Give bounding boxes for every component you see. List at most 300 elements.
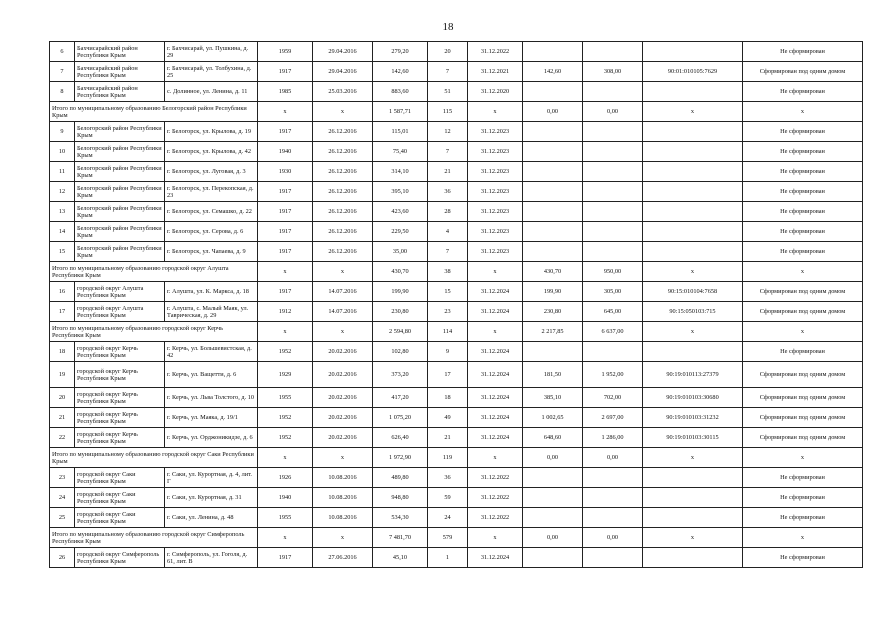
value1-cell: 0,00 [523,448,583,468]
value2-cell [583,142,643,162]
status-cell: Не сформирован [743,222,863,242]
cadastral-cell: х [643,528,743,548]
status-cell: Сформирован под одним домом [743,428,863,448]
value1-cell: 648,60 [523,428,583,448]
district-cell: Бахчисарайский район Республики Крым [75,42,165,62]
date-cell: х [313,262,373,282]
area-cell: 199,90 [373,282,428,302]
status-cell: Сформирован под одним домом [743,302,863,322]
value1-cell [523,82,583,102]
address-cell: г. Керчь, ул. Орджоникидзе, д. 6 [165,428,258,448]
cadastral-cell [643,548,743,568]
year-cell: 1955 [258,508,313,528]
subtotal-row [50,322,863,342]
table-row [50,122,863,142]
status-cell: Не сформирован [743,202,863,222]
value1-cell [523,222,583,242]
year-cell: х [258,262,313,282]
district-cell: Бахчисарайский район Республики Крым [75,62,165,82]
status-cell: х [743,528,863,548]
value2-cell [583,548,643,568]
residents-cell: 23 [428,302,468,322]
deadline-cell: 31.12.2020 [468,82,523,102]
area-cell: 229,50 [373,222,428,242]
deadline-cell: 31.12.2024 [468,408,523,428]
district-cell: городской округ Керчь Республики Крым [75,408,165,428]
cadastral-cell [643,162,743,182]
residents-cell: 59 [428,488,468,508]
address-cell: г. Саки, ул. Курортная, д. 4, лит. Г [165,468,258,488]
year-cell: 1930 [258,162,313,182]
value2-cell [583,82,643,102]
address-cell: г. Белогорск, ул. Перекопская, д. 23 [165,182,258,202]
value2-cell [583,162,643,182]
area-cell: 230,80 [373,302,428,322]
cadastral-cell: 90:01:010105:7629 [643,62,743,82]
table-row [50,508,863,528]
table-row [50,62,863,82]
address-cell: г. Саки, ул. Ленина, д. 48 [165,508,258,528]
value1-cell [523,488,583,508]
status-cell: Не сформирован [743,182,863,202]
value1-cell [523,122,583,142]
status-cell: х [743,262,863,282]
district-cell: Белогорский район Республики Крым [75,242,165,262]
area-cell: 75,40 [373,142,428,162]
status-cell: Не сформирован [743,342,863,362]
year-cell: 1917 [258,122,313,142]
table-row [50,202,863,222]
residents-cell: 9 [428,342,468,362]
row-number: 7 [50,62,75,82]
residents-cell: 114 [428,322,468,342]
area-cell: 115,01 [373,122,428,142]
district-cell: Белогорский район Республики Крым [75,202,165,222]
subtotal-row [50,448,863,468]
deadline-cell: 31.12.2023 [468,222,523,242]
area-cell: 314,10 [373,162,428,182]
district-cell: городской округ Саки Республики Крым [75,468,165,488]
status-cell: Сформирован под одним домом [743,62,863,82]
value1-cell [523,548,583,568]
date-cell: 26.12.2016 [313,222,373,242]
housing-table [49,41,863,568]
residents-cell: 36 [428,468,468,488]
status-cell: Не сформирован [743,142,863,162]
district-cell: Белогорский район Республики Крым [75,182,165,202]
row-number: 12 [50,182,75,202]
cadastral-cell [643,182,743,202]
area-cell: 423,60 [373,202,428,222]
residents-cell: 7 [428,142,468,162]
deadline-cell: 31.12.2024 [468,548,523,568]
value2-cell [583,488,643,508]
residents-cell: 7 [428,62,468,82]
cadastral-cell: х [643,448,743,468]
residents-cell: 15 [428,282,468,302]
residents-cell: 7 [428,242,468,262]
value2-cell: 0,00 [583,448,643,468]
year-cell: 1917 [258,548,313,568]
residents-cell: 49 [428,408,468,428]
district-cell: городской округ Алушта Республики Крым [75,302,165,322]
area-cell: 395,10 [373,182,428,202]
subtotal-label: Итого по муниципальному образованию городской округ Алушта Республики Крым [50,262,258,282]
date-cell: 26.12.2016 [313,122,373,142]
year-cell: 1952 [258,342,313,362]
row-number: 9 [50,122,75,142]
value1-cell: 2 217,85 [523,322,583,342]
residents-cell: 18 [428,388,468,408]
cadastral-cell [643,82,743,102]
row-number: 21 [50,408,75,428]
status-cell: Сформирован под одним домом [743,362,863,388]
value2-cell: 1 952,00 [583,362,643,388]
district-cell: городской округ Саки Республики Крым [75,488,165,508]
residents-cell: 579 [428,528,468,548]
value1-cell [523,182,583,202]
deadline-cell: х [468,528,523,548]
row-number: 25 [50,508,75,528]
address-cell: г. Белогорск, ул. Серова, д. 6 [165,222,258,242]
deadline-cell: х [468,448,523,468]
area-cell: 45,10 [373,548,428,568]
year-cell: х [258,448,313,468]
table-row [50,302,863,322]
year-cell: 1940 [258,488,313,508]
deadline-cell: 31.12.2023 [468,122,523,142]
value2-cell [583,508,643,528]
subtotal-label: Итого по муниципальному образованию городской округ Саки Республики Крым [50,448,258,468]
value1-cell: 0,00 [523,528,583,548]
date-cell: 14.07.2016 [313,282,373,302]
subtotal-row [50,528,863,548]
area-cell: 417,20 [373,388,428,408]
value2-cell [583,42,643,62]
date-cell: х [313,102,373,122]
table-row [50,342,863,362]
residents-cell: 115 [428,102,468,122]
area-cell: 1 587,71 [373,102,428,122]
table-row [50,548,863,568]
status-cell: Не сформирован [743,162,863,182]
date-cell: 10.08.2016 [313,488,373,508]
subtotal-label: Итого по муниципальному образованию городской округ Керчь Республики Крым [50,322,258,342]
row-number: 26 [50,548,75,568]
deadline-cell: х [468,322,523,342]
value2-cell: 308,00 [583,62,643,82]
residents-cell: 17 [428,362,468,388]
row-number: 23 [50,468,75,488]
table-row [50,82,863,102]
date-cell: 26.12.2016 [313,162,373,182]
year-cell: х [258,322,313,342]
date-cell: 26.12.2016 [313,202,373,222]
status-cell: х [743,322,863,342]
deadline-cell: 31.12.2022 [468,42,523,62]
value1-cell [523,162,583,182]
date-cell: 25.03.2016 [313,82,373,102]
table-row [50,428,863,448]
cadastral-cell: 90:19:010103:30115 [643,428,743,448]
subtotal-label: Итого по муниципальному образованию Белогорский район Республики Крым [50,102,258,122]
year-cell: 1917 [258,222,313,242]
district-cell: городской округ Симферополь Республики Крым [75,548,165,568]
address-cell: г. Керчь, ул. Льва Толстого, д. 10 [165,388,258,408]
value1-cell [523,142,583,162]
status-cell: Не сформирован [743,488,863,508]
date-cell: 20.02.2016 [313,362,373,388]
date-cell: х [313,322,373,342]
row-number: 17 [50,302,75,322]
deadline-cell: 31.12.2024 [468,362,523,388]
cadastral-cell: 90:15:010104:7658 [643,282,743,302]
value1-cell [523,342,583,362]
year-cell: 1926 [258,468,313,488]
cadastral-cell: 90:15:050103:715 [643,302,743,322]
value1-cell [523,242,583,262]
year-cell: 1917 [258,242,313,262]
year-cell: х [258,102,313,122]
row-number: 22 [50,428,75,448]
residents-cell: 36 [428,182,468,202]
value2-cell: 2 697,00 [583,408,643,428]
deadline-cell: 31.12.2023 [468,242,523,262]
address-cell: г. Бахчисарай, ул. Пушкина, д. 29 [165,42,258,62]
area-cell: 35,00 [373,242,428,262]
value2-cell: 305,00 [583,282,643,302]
cadastral-cell [643,222,743,242]
row-number: 16 [50,282,75,302]
cadastral-cell [643,42,743,62]
address-cell: г. Белогорск, ул. Крылова, д. 19 [165,122,258,142]
row-number: 14 [50,222,75,242]
district-cell: городской округ Керчь Республики Крым [75,388,165,408]
area-cell: 948,80 [373,488,428,508]
value1-cell: 181,50 [523,362,583,388]
status-cell: Сформирован под одним домом [743,408,863,428]
date-cell: х [313,448,373,468]
row-number: 20 [50,388,75,408]
date-cell: 29.04.2016 [313,62,373,82]
address-cell: г. Белогорск, ул. Семашко, д. 22 [165,202,258,222]
value2-cell [583,468,643,488]
deadline-cell: х [468,262,523,282]
residents-cell: 20 [428,42,468,62]
table-row [50,408,863,428]
status-cell: Не сформирован [743,42,863,62]
table-row [50,362,863,388]
value1-cell: 199,90 [523,282,583,302]
row-number: 10 [50,142,75,162]
year-cell: х [258,528,313,548]
year-cell: 1917 [258,62,313,82]
value2-cell: 0,00 [583,102,643,122]
area-cell: 279,20 [373,42,428,62]
district-cell: Белогорский район Республики Крым [75,162,165,182]
address-cell: г. Симферополь, ул. Гоголя, д. 61, лит. В [165,548,258,568]
status-cell: х [743,448,863,468]
cadastral-cell [643,122,743,142]
cadastral-cell [643,142,743,162]
cadastral-cell: х [643,322,743,342]
cadastral-cell: 90:19:010113:27379 [643,362,743,388]
district-cell: городской округ Керчь Республики Крым [75,362,165,388]
date-cell: 27.06.2016 [313,548,373,568]
district-cell: Белогорский район Республики Крым [75,222,165,242]
table-row [50,468,863,488]
residents-cell: 21 [428,162,468,182]
date-cell: 10.08.2016 [313,468,373,488]
value2-cell: 0,00 [583,528,643,548]
value1-cell: 1 002,65 [523,408,583,428]
district-cell: Бахчисарайский район Республики Крым [75,82,165,102]
row-number: 11 [50,162,75,182]
residents-cell: 38 [428,262,468,282]
district-cell: Белогорский район Республики Крым [75,122,165,142]
date-cell: 26.12.2016 [313,182,373,202]
row-number: 18 [50,342,75,362]
district-cell: городской округ Керчь Республики Крым [75,428,165,448]
value2-cell [583,242,643,262]
deadline-cell: х [468,102,523,122]
date-cell: 20.02.2016 [313,342,373,362]
value1-cell: 385,10 [523,388,583,408]
status-cell: Сформирован под одним домом [743,388,863,408]
date-cell: 20.02.2016 [313,428,373,448]
address-cell: г. Саки, ул. Курортная, д. 31 [165,488,258,508]
date-cell: х [313,528,373,548]
residents-cell: 28 [428,202,468,222]
address-cell: г. Белогорск, ул. Чапаева, д. 9 [165,242,258,262]
value1-cell: 0,00 [523,102,583,122]
status-cell: Не сформирован [743,122,863,142]
page-number: 18 [442,21,454,33]
address-cell: г. Алушта, ул. К. Маркса, д. 18 [165,282,258,302]
residents-cell: 4 [428,222,468,242]
deadline-cell: 31.12.2023 [468,162,523,182]
deadline-cell: 31.12.2024 [468,388,523,408]
deadline-cell: 31.12.2023 [468,142,523,162]
row-number: 15 [50,242,75,262]
value2-cell [583,202,643,222]
area-cell: 1 972,90 [373,448,428,468]
cadastral-cell: 90:19:010103:31232 [643,408,743,428]
value2-cell: 950,00 [583,262,643,282]
year-cell: 1952 [258,428,313,448]
cadastral-cell: 90:19:010103:30680 [643,388,743,408]
status-cell: х [743,102,863,122]
area-cell: 7 481,70 [373,528,428,548]
area-cell: 883,60 [373,82,428,102]
table-row [50,142,863,162]
year-cell: 1940 [258,142,313,162]
table-row [50,282,863,302]
value2-cell [583,342,643,362]
address-cell: с. Долинное, ул. Ленина, д. 11 [165,82,258,102]
date-cell: 14.07.2016 [313,302,373,322]
address-cell: г. Бахчисарай, ул. Толбухина, д. 25 [165,62,258,82]
area-cell: 102,80 [373,342,428,362]
table-row [50,42,863,62]
residents-cell: 24 [428,508,468,528]
area-cell: 1 075,20 [373,408,428,428]
value1-cell [523,202,583,222]
value1-cell [523,42,583,62]
value2-cell: 6 637,00 [583,322,643,342]
subtotal-row [50,102,863,122]
value2-cell: 1 286,00 [583,428,643,448]
district-cell: Белогорский район Республики Крым [75,142,165,162]
value1-cell [523,468,583,488]
table-row [50,242,863,262]
area-cell: 2 594,80 [373,322,428,342]
year-cell: 1985 [258,82,313,102]
deadline-cell: 31.12.2024 [468,428,523,448]
cadastral-cell: х [643,102,743,122]
date-cell: 10.08.2016 [313,508,373,528]
deadline-cell: 31.12.2022 [468,488,523,508]
address-cell: г. Керчь, ул. Ващетти, д. 6 [165,362,258,388]
district-cell: городской округ Саки Республики Крым [75,508,165,528]
value2-cell [583,182,643,202]
status-cell: Не сформирован [743,82,863,102]
year-cell: 1912 [258,302,313,322]
date-cell: 20.02.2016 [313,408,373,428]
residents-cell: 1 [428,548,468,568]
year-cell: 1917 [258,182,313,202]
deadline-cell: 31.12.2021 [468,62,523,82]
residents-cell: 51 [428,82,468,102]
district-cell: городской округ Керчь Республики Крым [75,342,165,362]
cadastral-cell [643,202,743,222]
year-cell: 1955 [258,388,313,408]
area-cell: 373,20 [373,362,428,388]
status-cell: Не сформирован [743,468,863,488]
area-cell: 534,30 [373,508,428,528]
subtotal-label: Итого по муниципальному образованию городской округ Симферополь Республики Крым [50,528,258,548]
subtotal-row [50,262,863,282]
row-number: 6 [50,42,75,62]
address-cell: г. Белогорск, ул. Крылова, д. 42 [165,142,258,162]
cadastral-cell: х [643,262,743,282]
deadline-cell: 31.12.2024 [468,302,523,322]
address-cell: г. Белогорск, ул. Луговая, д. 3 [165,162,258,182]
residents-cell: 119 [428,448,468,468]
area-cell: 626,40 [373,428,428,448]
deadline-cell: 31.12.2024 [468,282,523,302]
deadline-cell: 31.12.2024 [468,342,523,362]
residents-cell: 21 [428,428,468,448]
value1-cell: 142,60 [523,62,583,82]
table-row [50,222,863,242]
area-cell: 142,60 [373,62,428,82]
year-cell: 1959 [258,42,313,62]
value2-cell: 702,00 [583,388,643,408]
residents-cell: 12 [428,122,468,142]
status-cell: Сформирован под одним домом [743,282,863,302]
table-row [50,488,863,508]
cadastral-cell [643,342,743,362]
value2-cell [583,222,643,242]
cadastral-cell [643,468,743,488]
area-cell: 489,80 [373,468,428,488]
area-cell: 430,70 [373,262,428,282]
date-cell: 29.04.2016 [313,42,373,62]
deadline-cell: 31.12.2022 [468,468,523,488]
district-cell: городской округ Алушта Республики Крым [75,282,165,302]
date-cell: 26.12.2016 [313,242,373,262]
